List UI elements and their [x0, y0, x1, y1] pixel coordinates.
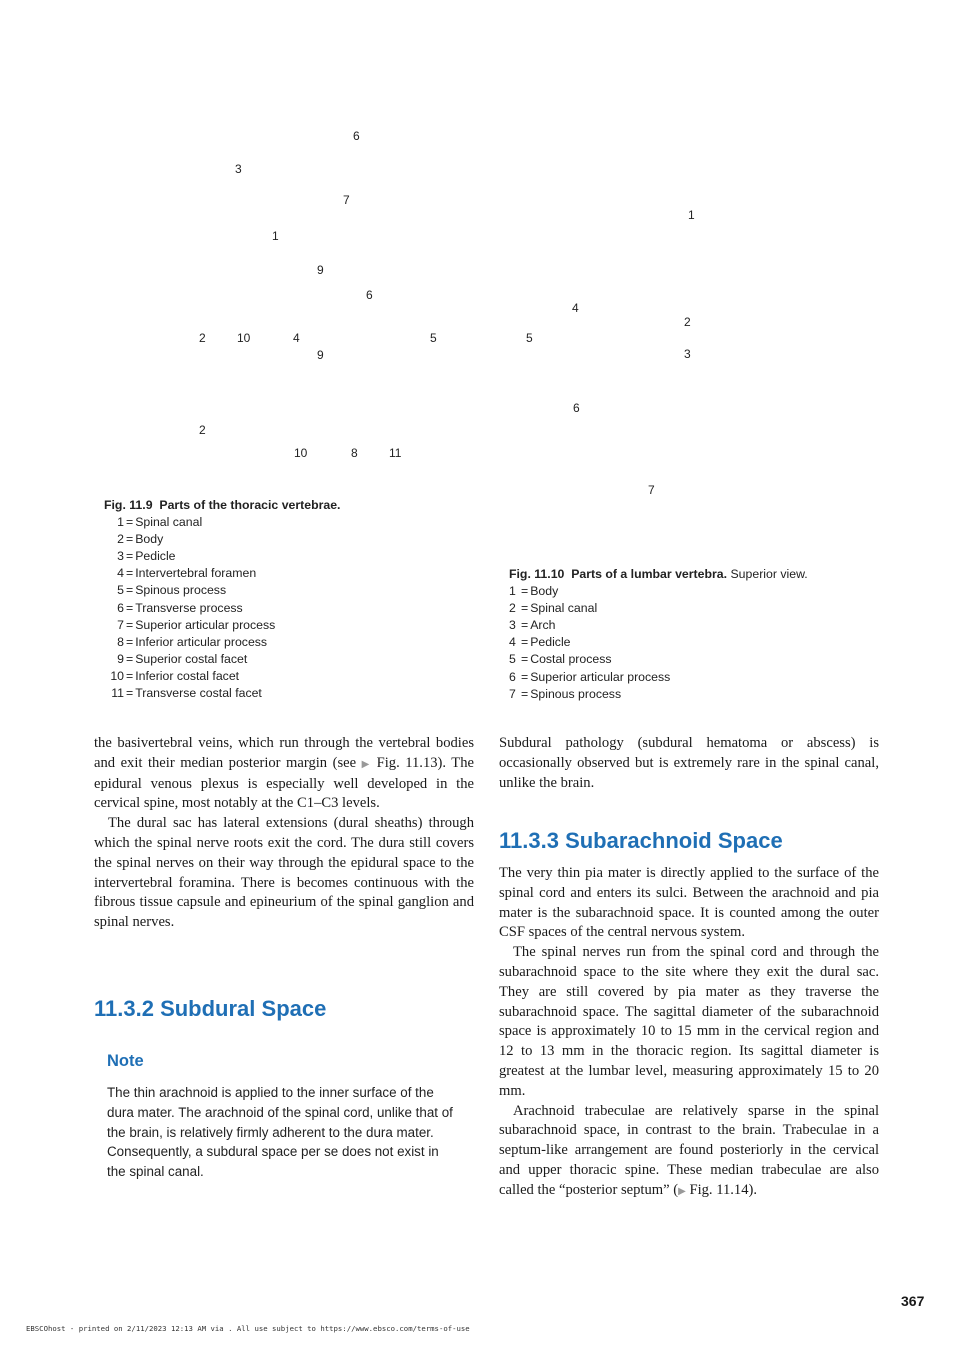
legend-number: 5 [117, 583, 124, 598]
legend-item [104, 651, 434, 668]
legend-equals: = [126, 668, 134, 683]
fig-label: 6 [353, 129, 360, 143]
legend-number: 2 [117, 532, 124, 547]
fig-label: 2 [684, 315, 691, 329]
figure-subtitle: Superior view. [730, 567, 808, 581]
legend-item [104, 514, 434, 531]
fig-label: 11 [389, 446, 402, 460]
legend-text: Spinal canal [135, 515, 203, 530]
legend-item [104, 600, 434, 617]
fig-label: 1 [272, 229, 279, 243]
fig-label: 10 [237, 331, 251, 345]
legend-equals: = [521, 652, 529, 667]
figure-cross-reference[interactable]: Fig. 11.14). [685, 1181, 758, 1198]
figure-number: Fig. 11.9 [104, 498, 153, 512]
legend-equals: = [126, 583, 134, 598]
legend-number: 11 [111, 686, 124, 701]
fig-label: 3 [235, 162, 242, 176]
legend-number: 4 [117, 566, 124, 581]
fig-label: 3 [684, 347, 691, 361]
cross-reference-arrow-icon: ▶ [678, 1185, 686, 1197]
cross-reference-arrow-icon: ▶ [361, 758, 372, 770]
caption-legend [509, 583, 869, 703]
legend-equals: = [126, 515, 134, 530]
legend-item [509, 583, 869, 600]
legend-text: Body [530, 584, 559, 599]
fig-label: 2 [199, 331, 206, 345]
fig-label: 9 [317, 348, 324, 362]
fig-label: 5 [526, 331, 533, 345]
legend-equals: = [126, 634, 134, 649]
legend-text: Spinous process [530, 686, 622, 701]
legend-item [509, 669, 869, 686]
figure-number: Fig. 11.10 [509, 567, 565, 581]
legend-text: Arch [530, 618, 556, 633]
left-column-text [94, 734, 474, 933]
legend-text: Pedicle [135, 549, 176, 564]
legend-item [104, 565, 434, 582]
fig-label: 7 [648, 483, 655, 497]
legend-item [509, 600, 869, 617]
legend-text: Costal process [530, 652, 612, 667]
legend-equals: = [126, 549, 134, 564]
fig-label: 8 [351, 446, 358, 460]
legend-equals: = [126, 532, 134, 547]
print-footer: EBSCOhost - printed on 2/11/2023 12:13 AM via . All use subject to https://www.ebsco.com/terms-of-use [26, 1324, 470, 1333]
fig-label: 7 [343, 193, 350, 207]
fig-label: 6 [366, 288, 373, 302]
legend-item [104, 685, 434, 702]
legend-text: Body [135, 532, 164, 547]
legend-item [104, 548, 434, 565]
section-heading-11-3-2: 11.3.2 Subdural Space [94, 996, 327, 1021]
figure-caption-11-10 [509, 566, 869, 703]
legend-number: 6 [509, 669, 516, 684]
legend-equals: = [521, 686, 529, 701]
legend-number: 3 [117, 549, 124, 564]
legend-equals: = [521, 618, 529, 633]
legend-item [104, 531, 434, 548]
fig-label: 10 [294, 446, 308, 460]
text-run: the basivertebral veins, which run through the vertebral bodies and exit their median posterior margin (see [94, 735, 474, 771]
legend-text: Superior articular process [530, 669, 671, 684]
figure-caption-11-9 [104, 497, 434, 702]
paragraph [94, 734, 474, 814]
legend-number: 1 [117, 515, 124, 530]
legend-text: Pedicle [530, 635, 571, 650]
legend-number: 7 [509, 686, 516, 701]
legend-equals: = [126, 617, 134, 632]
right-column-intro [499, 734, 879, 793]
legend-equals: = [521, 635, 529, 650]
legend-item [104, 668, 434, 685]
fig-label: 1 [688, 208, 695, 222]
legend-equals: = [521, 669, 529, 684]
legend-item [509, 686, 869, 703]
right-column-text [499, 864, 879, 1202]
fig-label: 5 [430, 331, 437, 345]
legend-equals: = [126, 686, 134, 701]
caption-heading [104, 497, 434, 514]
paragraph: The dural sac has lateral extensions (dural sheaths) through which the spinal nerve roots exit the cord. The dura still covers the spinal nerves on their way through the epidural space to the intervertebral foramina. There is becomes continuous with the fibrous tissue capsule and epineurium of the spinal ganglion and spinal nerves. [94, 815, 474, 931]
legend-number: 4 [509, 635, 516, 650]
legend-number: 1 [509, 584, 516, 599]
paragraph: The very thin pia mater is directly applied to the surface of the spinal cord and enters its sulci. Between the arachnoid and pia mater is the subarachnoid space. It is counted among the outer CSF spaces of the central nervous system. [499, 865, 879, 941]
caption-legend [104, 514, 434, 702]
legend-number: 10 [110, 668, 124, 683]
legend-item [509, 617, 869, 634]
paragraph: The spinal nerves run from the spinal cord and through the subarachnoid space to the site where they exit the dural sac. They are still covered by pia mater as they traverse the subarachnoid space. The sagittal diameter of the subarachnoid space is approximately 10 to 15 mm in the cervical region and 12 to 13 mm in the thoracic region. Its sagittal diameter is greatest at the lumbar level, measuring approximately 15 to 20 mm. [499, 944, 879, 1099]
legend-item [104, 582, 434, 599]
fig-label: 9 [317, 263, 324, 277]
section-heading-11-3-3: 11.3.3 Subarachnoid Space [499, 828, 783, 853]
legend-equals: = [521, 601, 529, 616]
legend-number: 3 [509, 618, 516, 633]
note-body: The thin arachnoid is applied to the inner surface of the dura mater. The arachnoid of the spinal cord, unlike that of the brain, is relatively firmly adherent to the dura mater. Consequently, a subdural space per se does not exist in the spinal canal. [107, 1085, 453, 1180]
legend-equals: = [126, 600, 134, 615]
paragraph [499, 1102, 879, 1202]
text-run: Arachnoid trabeculae are relatively sparse in the spinal subarachnoid space, in contrast to the brain. Trabeculae in a septum-like arrangement are found posteriorly in the cervical and upper thoracic spine. These median trabeculae are also called the “posterior septum” ( [499, 1102, 879, 1198]
caption-heading [509, 566, 869, 583]
legend-item [509, 634, 869, 651]
fig-label: 4 [293, 331, 300, 345]
fig-label: 2 [199, 423, 206, 437]
paragraph: Subdural pathology (subdural hematoma or abscess) is occasionally observed but is extremely rare in the spinal canal, unlike the brain. [499, 735, 879, 791]
legend-item [104, 617, 434, 634]
legend-text: Spinous process [135, 583, 227, 598]
legend-text: Superior costal facet [135, 651, 248, 666]
legend-text: Intervertebral foramen [135, 566, 257, 581]
legend-number: 5 [509, 652, 516, 667]
legend-equals: = [521, 584, 529, 599]
legend-equals: = [126, 651, 134, 666]
legend-number: 6 [117, 600, 124, 615]
legend-item [104, 634, 434, 651]
figure-cross-reference[interactable]: Fig. 11.13). The epidural venous plexus is especially well developed in the cervical spine, most notably at the C1–C3 levels. [94, 754, 474, 812]
legend-text: Inferior costal facet [135, 668, 240, 683]
legend-number: 7 [117, 617, 124, 632]
legend-number: 2 [509, 601, 516, 616]
legend-number: 8 [117, 634, 124, 649]
legend-text: Superior articular process [135, 617, 276, 632]
note-title: Note [107, 1052, 144, 1070]
fig-label: 4 [572, 301, 579, 315]
legend-number: 9 [117, 651, 124, 666]
legend-item [509, 651, 869, 668]
note-box [107, 1052, 457, 1182]
legend-text: Transverse costal facet [135, 686, 262, 701]
legend-text: Spinal canal [530, 601, 598, 616]
legend-text: Inferior articular process [135, 634, 268, 649]
figure-title: Parts of the thoracic vertebrae. [159, 498, 341, 512]
legend-equals: = [126, 566, 134, 581]
fig-label: 6 [573, 401, 580, 415]
page-number: 367 [901, 1293, 925, 1309]
legend-text: Transverse process [135, 600, 243, 615]
figure-title: Parts of a lumbar vertebra. [571, 567, 728, 581]
